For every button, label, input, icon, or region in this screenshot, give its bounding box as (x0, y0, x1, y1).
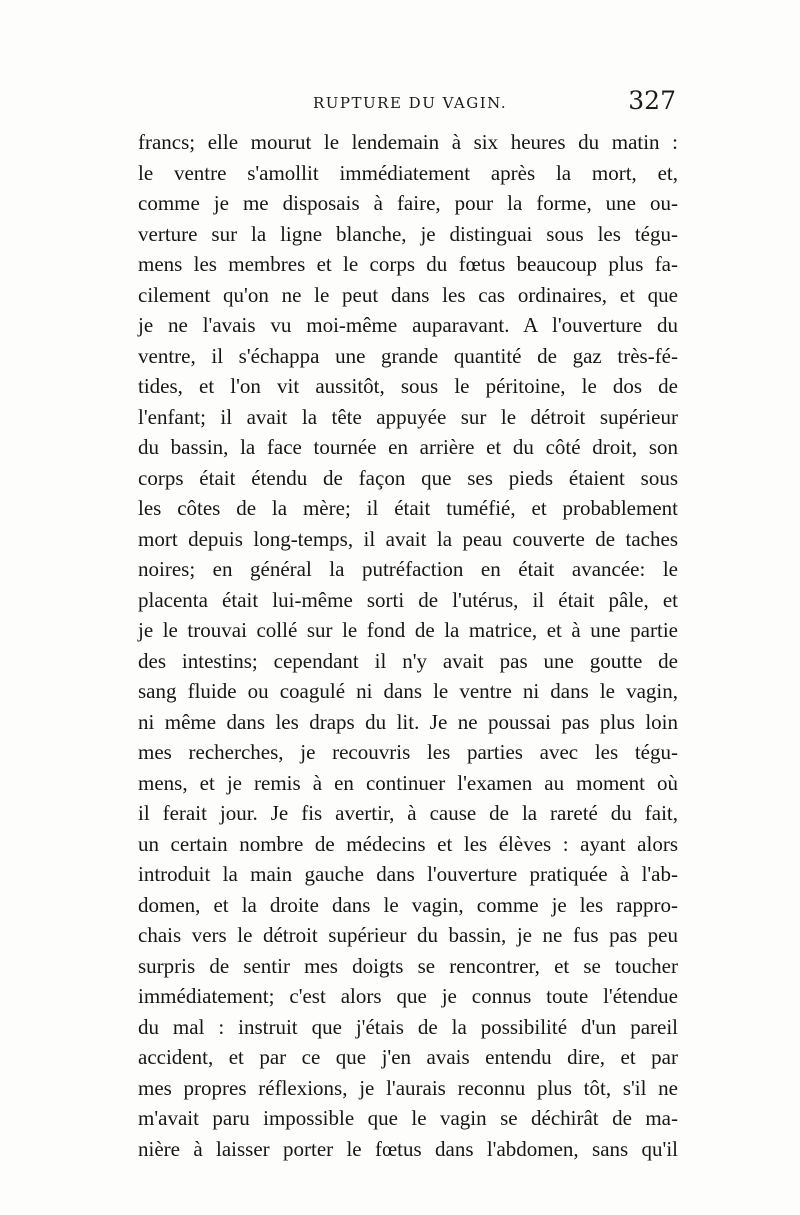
body-text (138, 127, 678, 1164)
running-head (138, 86, 678, 116)
text-line: comme je me disposais à faire, pour la forme, une ou- (138, 191, 678, 215)
text-line: tides, et l'on vit aussitôt, sous le péritoine, le dos de (138, 374, 678, 398)
text-line: verture sur la ligne blanche, je distinguai sous les tégu- (138, 221, 678, 246)
text-line: le ventre s'amollit immédiatement après la mort, et, (138, 160, 678, 185)
text-line: du mal : instruit que j'étais de la possibilité d'un pareil (138, 1014, 678, 1039)
text-line: immédiatement; c'est alors que je connus toute l'étendue (138, 984, 678, 1008)
text-line: mes recherches, je recouvris les parties avec les tégu- (138, 740, 678, 764)
text-line: des intestins; cependant il n'y avait pas une goutte de (138, 648, 678, 673)
text-line: nière à laisser porter le fœtus dans l'abdomen, sans qu'il (138, 1136, 678, 1161)
text-line: un certain nombre de médecins et les élèves : ayant alors (138, 831, 678, 856)
text-line: placenta était lui-même sorti de l'utérus, il était pâle, et (138, 587, 678, 612)
text-line: accident, et par ce que j'en avais entendu dire, et par (138, 1045, 678, 1069)
text-line: corps était étendu de façon que ses pieds étaient sous (138, 465, 678, 490)
text-line: introduit la main gauche dans l'ouverture pratiquée à l'ab- (138, 862, 678, 886)
text-line: cilement qu'on ne le peut dans les cas ordinaires, et que (138, 282, 678, 307)
text-line: surpris de sentir mes doigts se rencontrer, et se toucher (138, 953, 678, 978)
text-line: francs; elle mourut le lendemain à six heures du matin : (138, 130, 678, 154)
text-line: mens les membres et le corps du fœtus beaucoup plus fa- (138, 252, 678, 276)
text-line: ventre, il s'échappa une grande quantité de gaz très-fé- (138, 343, 678, 368)
text-line: m'avait paru impossible que le vagin se déchirât de ma- (138, 1106, 678, 1130)
text-line: mes propres réflexions, je l'aurais reconnu plus tôt, s'il ne (138, 1075, 678, 1100)
text-line: sang fluide ou coagulé ni dans le ventre ni dans le vagin, (138, 679, 678, 703)
page-number: 327 (628, 86, 676, 115)
running-title: RUPTURE DU VAGIN. (313, 94, 508, 112)
text-line: du bassin, la face tournée en arrière et du côté droit, son (138, 435, 678, 459)
text-line: noires; en général la putréfaction en était avancée: le (138, 557, 678, 581)
text-line: l'enfant; il avait la tête appuyée sur le détroit supérieur (138, 404, 678, 429)
text-line: mens, et je remis à en continuer l'examen au moment où (138, 770, 678, 795)
text-line: chais vers le détroit supérieur du bassin, je ne fus pas peu (138, 923, 678, 947)
text-line: ni même dans les draps du lit. Je ne poussai pas plus loin (138, 709, 678, 734)
text-line: domen, et la droite dans le vagin, comme je les rappro- (138, 892, 678, 917)
text-line: je ne l'avais vu moi-même auparavant. A l'ouverture du (138, 313, 678, 337)
text-line: mort depuis long-temps, il avait la peau couverte de taches (138, 526, 678, 551)
text-line: il ferait jour. Je fis avertir, à cause de la rareté du fait, (138, 801, 678, 825)
text-line: je le trouvai collé sur le fond de la matrice, et à une partie (138, 618, 678, 642)
text-line: les côtes de la mère; il était tuméfié, et probablement (138, 496, 678, 520)
